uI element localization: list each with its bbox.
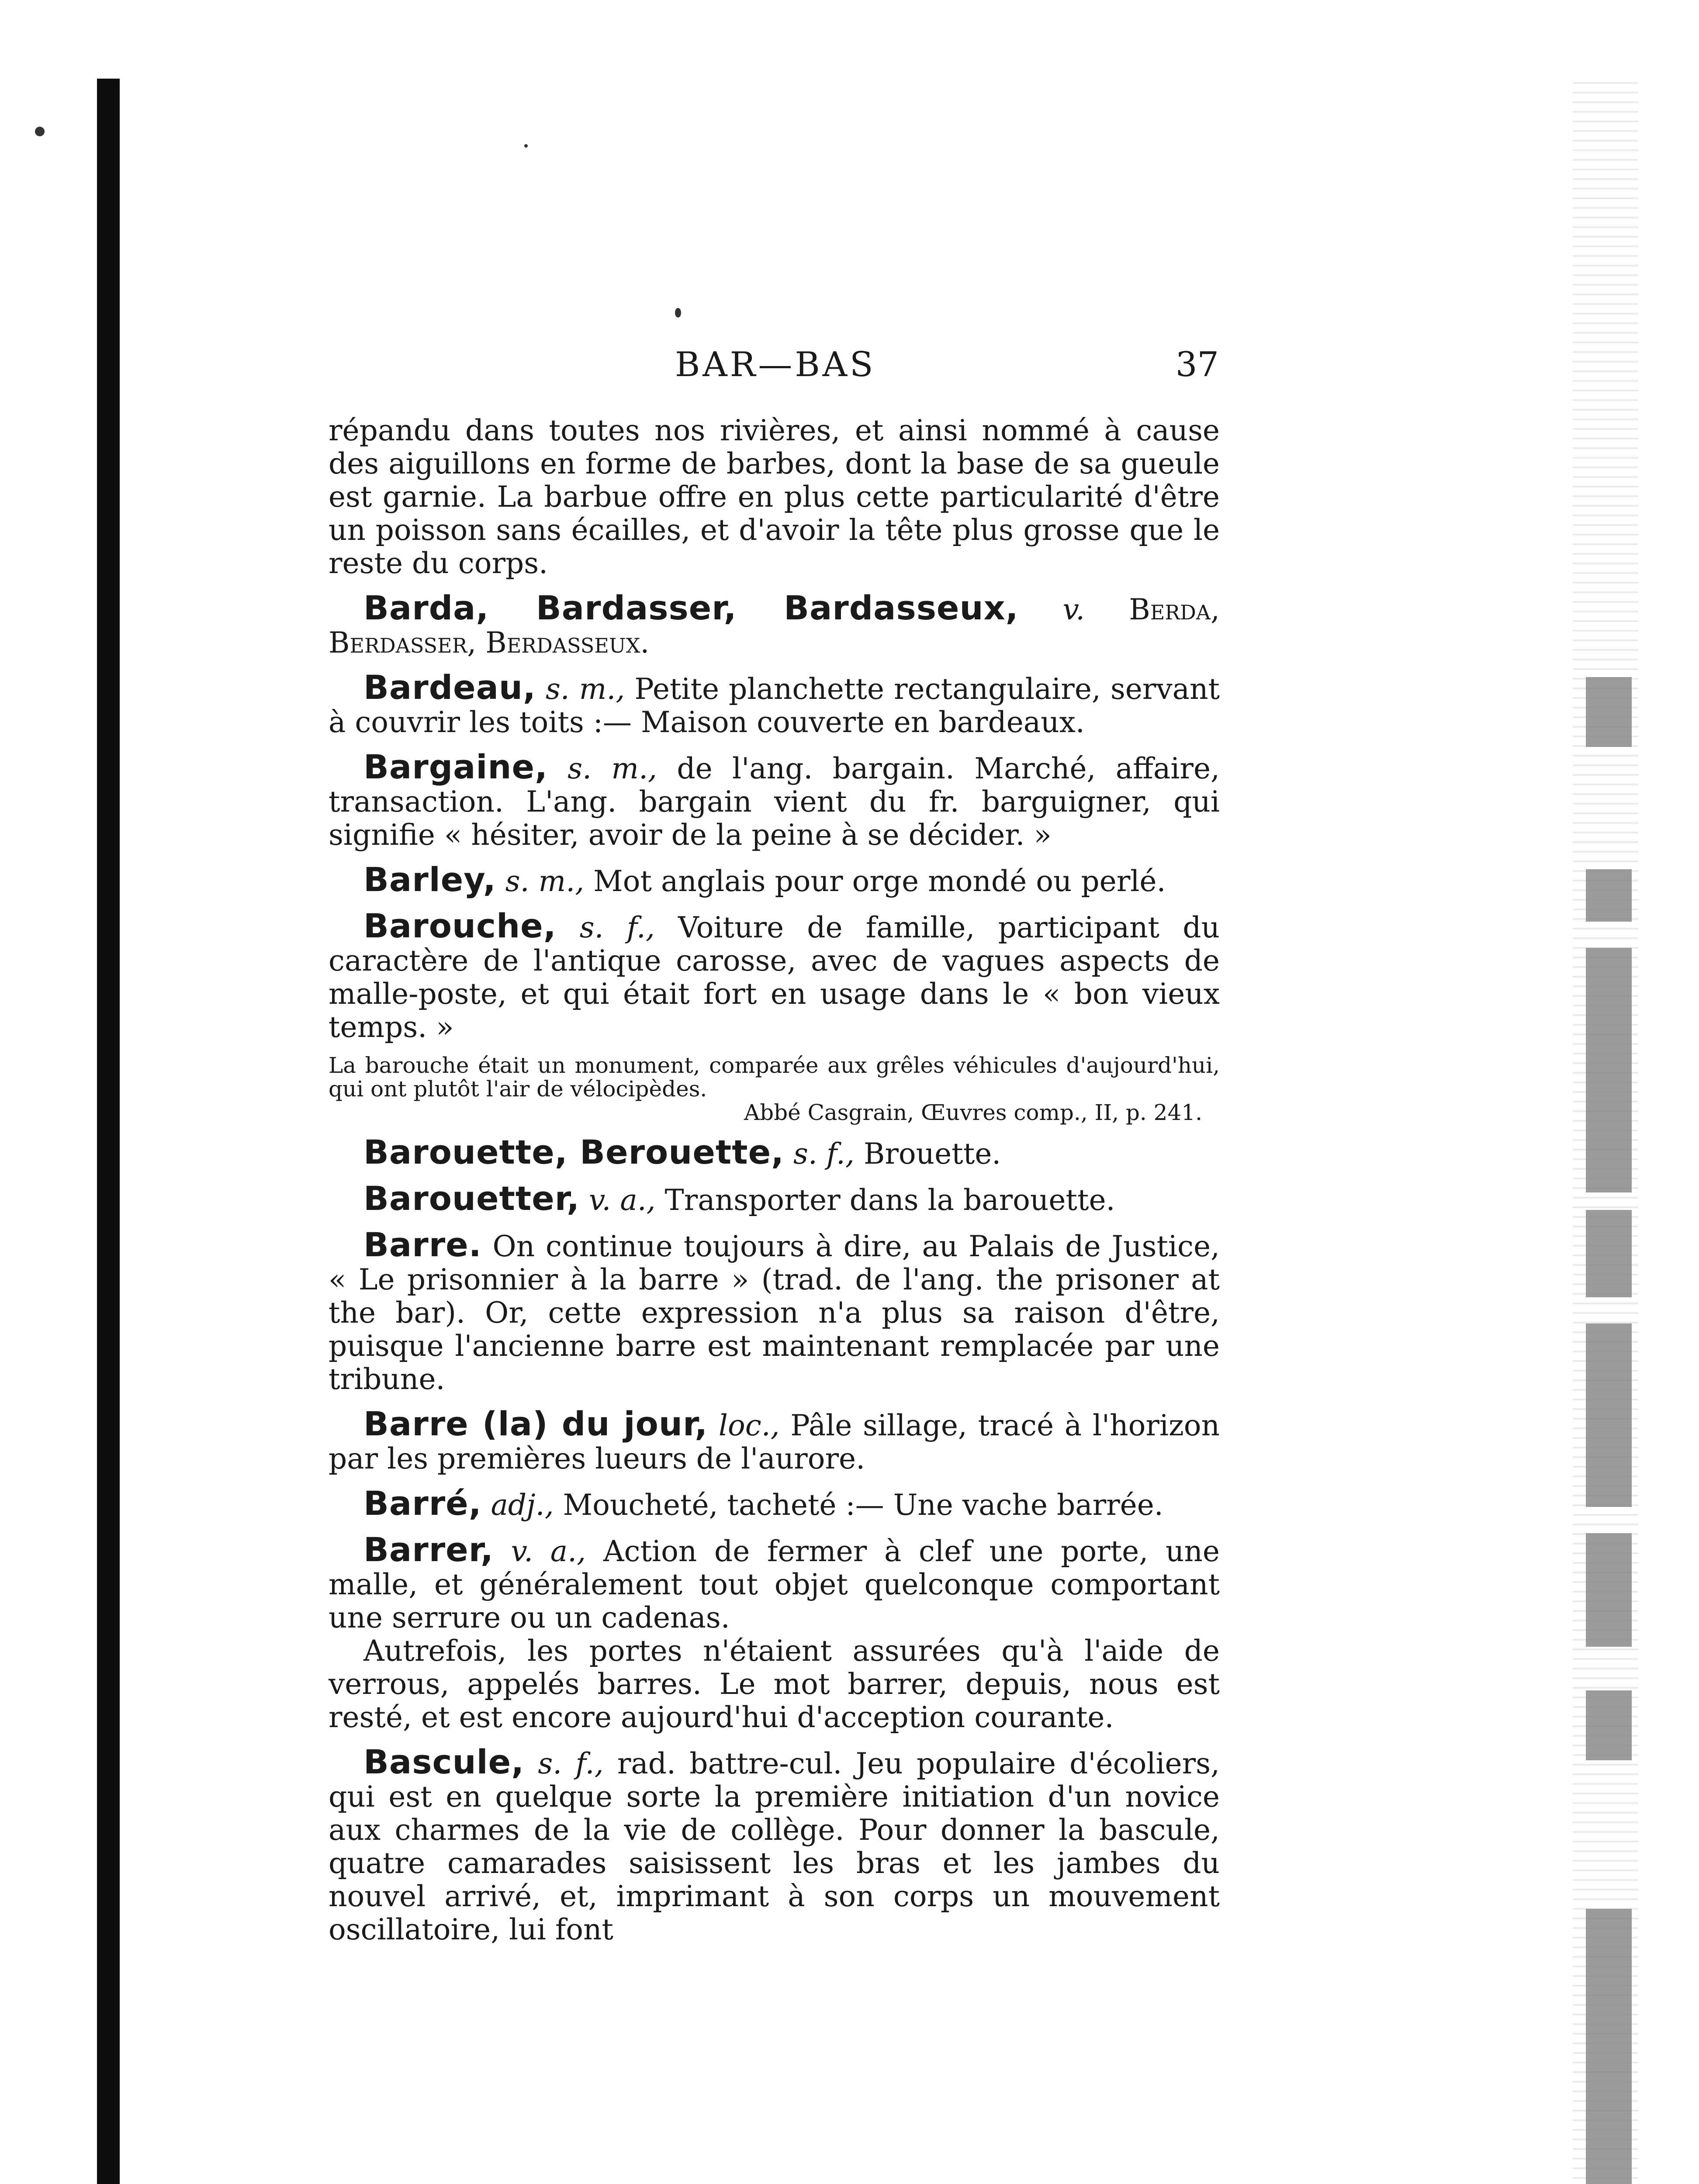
grammar-label: s. m., <box>545 672 625 706</box>
entry-barre-adj <box>329 1484 1220 1523</box>
entry-bascule <box>329 1742 1220 1946</box>
definition: Petite planchette rectangulaire, servant à couvrir les toits :— Maison couverte en bardeaux. <box>329 672 1220 739</box>
definition: On continue toujours à dire, au Palais de Justice, « Le prisonnier à la barre » (trad. de l'ang. the prisoner at the bar). Or, cette expression n'a plus sa raison d'être, puisque l'ancienne barre est maintenant remplacée par une tribune. <box>329 1230 1220 1396</box>
headword: Barley, <box>363 860 496 899</box>
definition: Action de fermer à clef une porte, une malle, et généralement tout objet quelconque comportant une serrure ou un cadenas. <box>329 1534 1220 1635</box>
citation-text: La barouche était un monument, comparée aux grêles véhicules d'aujourd'hui, qui ont plutôt l'air de vélocipèdes. <box>329 1053 1220 1102</box>
grammar-label: v. a., <box>511 1534 586 1568</box>
definition: de l'ang. bargain. Marché, affaire, transaction. L'ang. bargain vient du fr. barguigner, qui signifie « hésiter, avoir de la peine à se décider. » <box>329 752 1220 852</box>
headword: Barouche, <box>363 906 557 945</box>
entry-barouette <box>329 1133 1220 1171</box>
definition: Voiture de famille, participant du caractère de l'antique carosse, avec de vagues aspects de malle-poste, et qui était fort en usage dans le « bon vieux temps. » <box>329 911 1220 1044</box>
running-head: BAR—BAS <box>675 345 876 384</box>
entry-barrer <box>329 1530 1220 1635</box>
entry-barley <box>329 860 1220 899</box>
headword: Barrer, <box>363 1530 494 1569</box>
grammar-label: s. m., <box>567 752 657 785</box>
headword: Barre (la) du jour, <box>363 1404 708 1443</box>
entry-barda <box>329 588 1220 660</box>
grammar-label: s. m., <box>505 864 585 898</box>
page-number: 37 <box>1175 345 1219 384</box>
entry-bardeau <box>329 668 1220 739</box>
headword: Barouette, Berouette, <box>363 1133 784 1171</box>
headword: Barre. <box>363 1225 482 1264</box>
continuation-paragraph: répandu dans toutes nos rivières, et ainsi nommé à cause des aiguillons en forme de barbes, dont la base de sa gueule est garnie. La barbue offre en plus cette particularité d'être un poisson sans écailles, et d'avoir la tête plus grosse que le reste du corps. <box>329 414 1220 580</box>
scan-speck <box>524 144 528 148</box>
definition: Pâle sillage, tracé à l'horizon par les premières lueurs de l'aurore. <box>329 1409 1220 1476</box>
citation-block <box>329 1054 1220 1124</box>
grammar-label: s. f., <box>579 911 655 944</box>
grammar-label: loc., <box>718 1409 780 1442</box>
entry-note-paragraph: Autrefois, les portes n'étaient assurées qu'à l'aide de verrous, appelés barres. Le mot barrer, depuis, nous est resté, et est encore aujourd'hui d'acception courante. <box>329 1634 1220 1734</box>
entry-barre <box>329 1225 1220 1396</box>
scan-speck <box>675 308 681 318</box>
page-header <box>675 345 1219 393</box>
definition: Mot anglais pour orge mondé ou perlé. <box>593 864 1166 898</box>
definition: Transporter dans la barouette. <box>664 1183 1115 1217</box>
grammar-label: v. <box>1062 593 1085 626</box>
definition: Brouette. <box>863 1137 1001 1171</box>
entry-barouche <box>329 906 1220 1044</box>
grammar-label: adj., <box>491 1488 554 1522</box>
grammar-label: s. f., <box>538 1747 604 1780</box>
headword: Barré, <box>363 1484 482 1523</box>
definition: Moucheté, tacheté :— Une vache barrée. <box>563 1488 1163 1522</box>
entry-bargaine <box>329 747 1220 852</box>
entry-barouetter <box>329 1179 1220 1218</box>
scanned-edge-strip <box>1573 74 1638 2184</box>
definition: rad. battre-cul. Jeu populaire d'écoliers, qui est en quelque sorte la première initiation d'un novice aux charmes de la vie de collège. Pour donner la bascule, quatre camarades saisissent les bras et les jambes du nouvel arrivé, et, imprimant à son corps un mouvement oscillatoire, lui font <box>329 1747 1220 1946</box>
page-binding-edge <box>97 79 120 2184</box>
scan-speck <box>35 127 45 136</box>
headword: Barouetter, <box>363 1179 580 1218</box>
headword: Bascule, <box>363 1742 525 1781</box>
entry-barre-du-jour <box>329 1404 1220 1476</box>
dictionary-column <box>329 414 1220 1946</box>
headword: Bargaine, <box>363 747 548 786</box>
citation-source: Abbé Casgrain, Œuvres comp., II, p. 241. <box>744 1100 1202 1125</box>
headword: Bardeau, <box>363 668 536 707</box>
definition: Berda, Berdasser, Berdasseux. <box>329 593 1220 660</box>
headword: Barda, Bardasser, Bardasseux, <box>363 588 1019 627</box>
grammar-label: s. f., <box>793 1137 855 1171</box>
grammar-label: v. a., <box>588 1183 656 1217</box>
